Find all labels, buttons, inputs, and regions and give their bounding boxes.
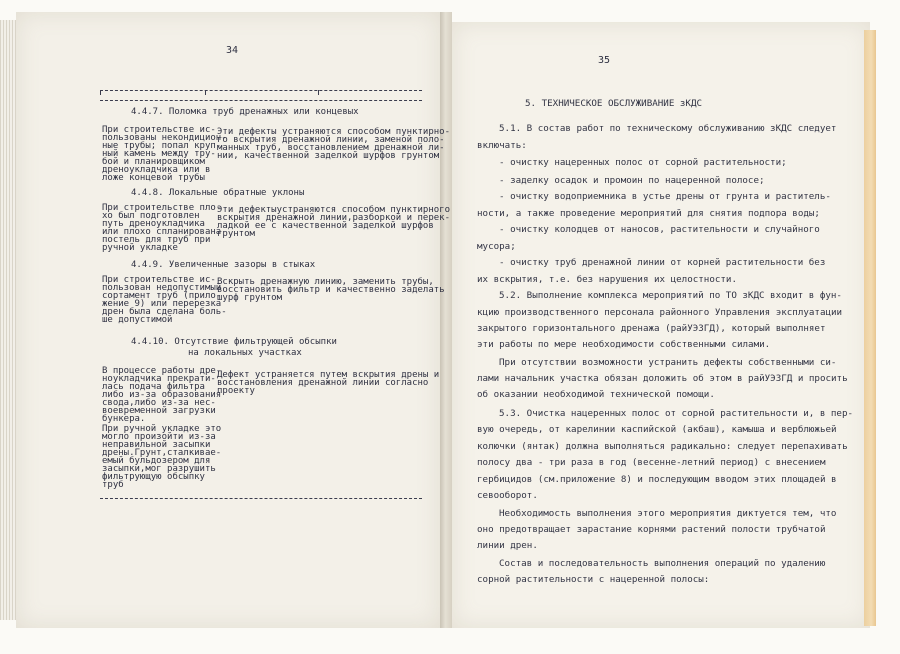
cause-line: В процессе работы дре- xyxy=(102,366,222,376)
remedy-line: Эти дефекты устраняются способом пунктирно- xyxy=(217,127,450,137)
cause-line: постель для труб при xyxy=(102,235,211,245)
text-line: севооборот. xyxy=(477,490,538,501)
cause-line: дрен была сделана боль- xyxy=(102,307,227,317)
cause-line: ный камень между тру- xyxy=(102,149,216,159)
text-line: - очистку водоприемника в устье дрены от грунта и раститель- xyxy=(499,191,831,202)
table-bottom-rule xyxy=(100,498,422,499)
cause-line: ручной укладке xyxy=(102,243,178,253)
text-line: их вскрытия, т.е. без нарушения их целостности. xyxy=(477,274,737,285)
cause-line: дрены.Грунт,сталкивае- xyxy=(102,448,222,458)
remedy-line: восстановления дренажной линии согласно xyxy=(217,378,429,388)
text-line: оно предотвращает зарастание корнями растений полости трубчатой xyxy=(477,524,826,535)
section-heading: 4.4.7. Поломка труб дренажных или концевых xyxy=(131,107,359,117)
cause-line: ные трубы; попал круп- xyxy=(102,141,222,151)
text-line: ности, а также проведение мероприятий для снятия подпора воды; xyxy=(477,208,820,219)
remedy-line: ладкой ее с качественной заделкой шурфов xyxy=(217,221,434,231)
text-line: сорной растительности с нацеренной полосы: xyxy=(477,574,710,585)
page-stack-edge xyxy=(0,20,16,620)
right-page-number: 35 xyxy=(598,55,611,66)
text-line: - заделку осадок и промоин по нацеренной полосе; xyxy=(499,175,765,186)
table-top-rule xyxy=(100,100,422,101)
remedy-line: вскрытия дренажной линии,разборкой и перек- xyxy=(217,213,450,223)
text-line: линии дрен. xyxy=(477,540,538,551)
cause-line: При ручной укладке это xyxy=(102,424,222,434)
cause-line: дреноукладчика или в xyxy=(102,165,211,175)
cause-line: могло произойти из-за xyxy=(102,432,216,442)
cause-line: фильтрующую обсыпку xyxy=(102,472,205,482)
rule-tick xyxy=(205,90,206,95)
text-line: гербицидов (см.приложение 8) и последующим вводом этих площадей в xyxy=(477,474,837,485)
text-line: 5.2. Выполнение комплекса мероприятий по ТО зКДС входит в фун- xyxy=(499,290,842,301)
left-page-number: 34 xyxy=(226,45,239,56)
cause-line: ше допустимой xyxy=(102,315,173,325)
cause-line: жение 9) или перерезка xyxy=(102,299,222,309)
remedy-line: манных труб, восстановлением дренажной ли- xyxy=(217,143,445,153)
text-line: - очистку труб дренажной линии от корней растительности без xyxy=(499,257,826,268)
cause-line: пользован недопустимый xyxy=(102,283,222,293)
cause-line: ложе концевой трубы xyxy=(102,173,205,183)
table-top-rule xyxy=(100,90,422,91)
cause-line: При строительстве ис- xyxy=(102,275,216,285)
text-line: эти работы по мере необходимости собственными силами. xyxy=(477,339,771,350)
cause-line: труб xyxy=(102,480,124,490)
text-line: Состав и последовательность выполнения операций по удалению xyxy=(499,558,826,569)
text-line: - очистку нацеренных полос от сорной растительности; xyxy=(499,157,787,168)
text-line: 5.3. Очистка нацеренных полос от сорной растительности и, в пер- xyxy=(499,408,854,419)
remedy-line: Вскрыть дренажную линию, заменить трубы, xyxy=(217,277,434,287)
cause-line: ноукладчика прекрати- xyxy=(102,374,216,384)
text-line: колючки (янтак) должна выполняться радикально: следует перепахивать xyxy=(477,441,848,452)
book-gutter xyxy=(440,12,452,628)
text-line: При отсутствии возможности устранить дефекты собственными си- xyxy=(499,357,837,368)
text-line: мусора; xyxy=(477,241,516,252)
text-line: полосу два - три раза в год (весенне-летний период) с внесением xyxy=(477,457,826,468)
section-heading: 4.4.9. Увеличенные зазоры в стыках xyxy=(131,260,316,270)
text-line: об оказании необходимой технической помощи. xyxy=(477,389,715,400)
text-line: Необходимость выполнения этого мероприятия диктуется тем, что xyxy=(499,508,837,519)
text-line: 5.1. В состав работ по техническому обслуживанию зКДС следует xyxy=(499,123,837,134)
cause-line: или плохо спланирована xyxy=(102,227,222,237)
remedy-line: грунтом xyxy=(217,229,255,239)
remedy-line: Дефект устраняется путем вскрытия дрены и xyxy=(217,370,440,380)
text-line: кцию производственного персонала районного Управления эксплуатации xyxy=(477,307,843,318)
section-heading: 4.4.8. Локальные обратные уклоны xyxy=(131,188,305,198)
text-line: лами начальник участка обязан доложить об этом в райУЭЗГД и просить xyxy=(477,373,848,384)
cause-line: неправильной засыпки xyxy=(102,440,211,450)
cause-line: емый бульдозером для xyxy=(102,456,211,466)
cause-line: пользованы некондицион- xyxy=(102,133,227,143)
chapter-heading: 5. ТЕХНИЧЕСКОЕ ОБСЛУЖИВАНИЕ зКДС xyxy=(525,98,703,109)
text-line: вую очередь, от карелинии каспийской (акбаш), камыша и верблюжьей xyxy=(477,424,837,435)
remedy-line: нии, качественной заделкой шурфов грунтом xyxy=(217,151,440,161)
cause-line: воевременной загрузки xyxy=(102,406,216,416)
text-line: - очистку колодцев от наносов, растительности и случайного xyxy=(499,224,820,235)
remedy-line: Эти дефектыустраняются способом пунктирного xyxy=(217,205,450,215)
remedy-line: проекту xyxy=(217,386,255,396)
section-heading: 4.4.10. Отсутствие фильтрующей обсыпки xyxy=(131,337,337,347)
left-page xyxy=(16,12,440,628)
cause-line: либо из-за образования xyxy=(102,390,222,400)
remedy-line: шурф грунтом xyxy=(217,293,283,303)
cause-line: путь дреноукладчика xyxy=(102,219,205,229)
cause-line: бункера. xyxy=(102,414,146,424)
page-stack-edge-right xyxy=(864,30,876,626)
rule-tick xyxy=(318,90,319,95)
section-heading: на локальных участках xyxy=(188,348,302,358)
remedy-line: го вскрытия дренажной линии, заменой поло- xyxy=(217,135,445,145)
cause-line: хо был подготовлен xyxy=(102,211,200,221)
text-line: включать: xyxy=(477,140,527,151)
cause-line: лась подача фильтра xyxy=(102,382,205,392)
cause-line: сортамент труб (прило- xyxy=(102,291,222,301)
rule-tick xyxy=(100,90,101,95)
cause-line: свода,либо из-за нес- xyxy=(102,398,216,408)
remedy-line: восстановить фильтр и качественно заделать xyxy=(217,285,445,295)
text-line: закрытого горизонтального дренажа (райУЭЗГД), который выполняет xyxy=(477,323,826,334)
cause-line: При строительстве пло- xyxy=(102,203,222,213)
cause-line: засыпки,мог разрушить xyxy=(102,464,216,474)
cause-line: бой и планировщиком xyxy=(102,157,205,167)
cause-line: При строительстве ис- xyxy=(102,125,216,135)
